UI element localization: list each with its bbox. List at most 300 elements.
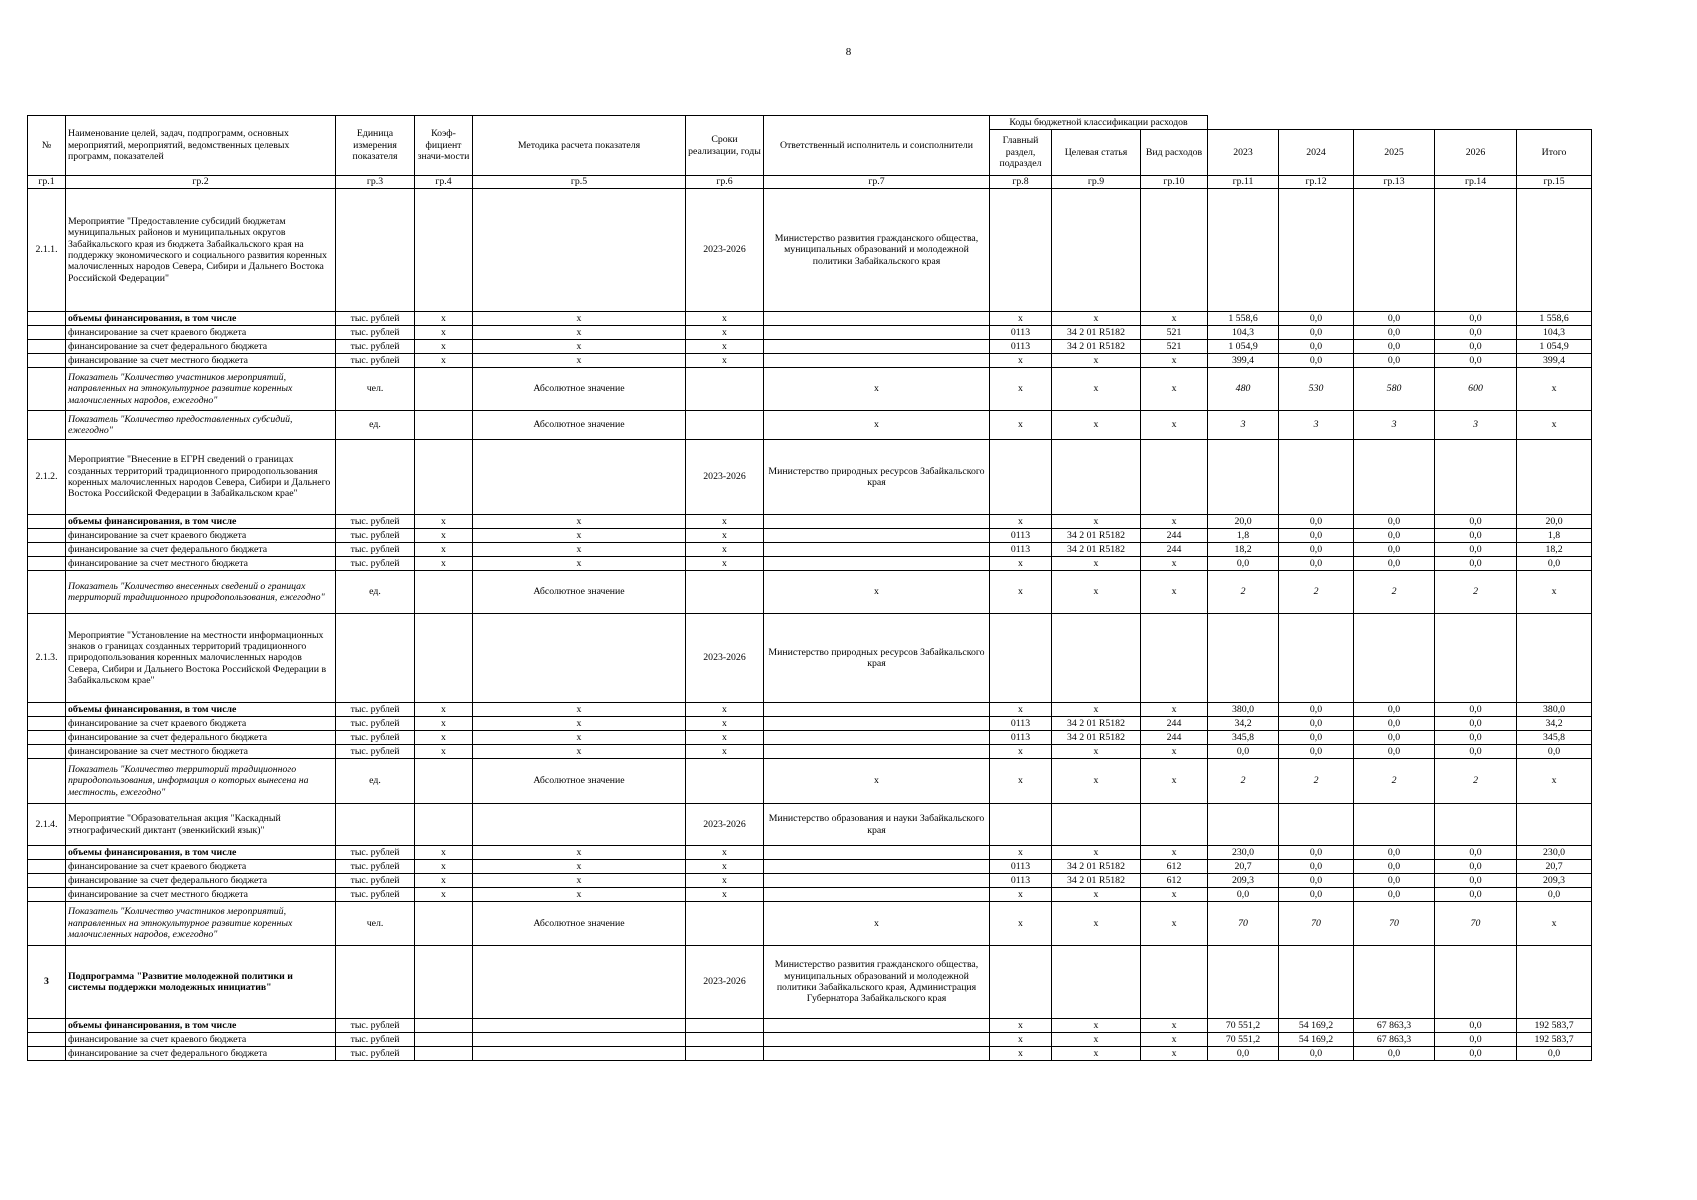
column-number: гр.15 (1517, 176, 1592, 189)
empty-cell (1052, 614, 1141, 703)
method-cell: х (473, 515, 686, 529)
target-article: х (1052, 1033, 1141, 1047)
unit-cell: тыс. рублей (336, 731, 415, 745)
period-cell: х (686, 312, 764, 326)
value-2024: 0,0 (1279, 874, 1354, 888)
executor-cell: Министерство природных ресурсов Забайкальского края (764, 440, 990, 515)
header-executor: Ответственный исполнитель и соисполнители (764, 116, 990, 176)
coefficient-cell: х (415, 529, 473, 543)
value-2025: 0,0 (1354, 515, 1435, 529)
table-body (28, 189, 1592, 1061)
section-code: х (990, 902, 1052, 946)
expense-type: х (1141, 1033, 1208, 1047)
value-2025: 67 863,3 (1354, 1033, 1435, 1047)
empty-cell (1435, 804, 1517, 846)
header-no: № (28, 116, 66, 176)
value-total: 20,7 (1517, 860, 1592, 874)
method-cell: Абсолютное значение (473, 902, 686, 946)
financing-row (28, 354, 1592, 368)
financing-name: финансирование за счет местного бюджета (66, 888, 336, 902)
executor-cell (764, 888, 990, 902)
period-cell: 2023-2026 (686, 804, 764, 846)
unit-cell: тыс. рублей (336, 745, 415, 759)
financing-row (28, 515, 1592, 529)
target-article: 34 2 01 R5182 (1052, 340, 1141, 354)
empty-cell (990, 440, 1052, 515)
row-number (28, 571, 66, 614)
value-2026: 0,0 (1435, 529, 1517, 543)
unit-cell: тыс. рублей (336, 557, 415, 571)
empty-cell (1141, 946, 1208, 1019)
period-cell: х (686, 515, 764, 529)
executor-cell: Министерство природных ресурсов Забайкальского края (764, 614, 990, 703)
value-total: 1 558,6 (1517, 312, 1592, 326)
target-article: х (1052, 557, 1141, 571)
event-row (28, 440, 1592, 515)
value-total: 192 583,7 (1517, 1019, 1592, 1033)
value-2025: 580 (1354, 368, 1435, 411)
column-number: гр.6 (686, 176, 764, 189)
target-article: х (1052, 1019, 1141, 1033)
row-number (28, 874, 66, 888)
value-2023: 34,2 (1208, 717, 1279, 731)
method-cell (473, 440, 686, 515)
empty-cell (1141, 804, 1208, 846)
financing-row (28, 860, 1592, 874)
executor-cell: х (764, 571, 990, 614)
expense-type: х (1141, 745, 1208, 759)
unit-cell: чел. (336, 368, 415, 411)
coefficient-cell (415, 902, 473, 946)
period-cell (686, 759, 764, 804)
row-number: 2.1.2. (28, 440, 66, 515)
method-cell (473, 189, 686, 312)
expense-type: х (1141, 515, 1208, 529)
method-cell: х (473, 703, 686, 717)
target-article: 34 2 01 R5182 (1052, 860, 1141, 874)
empty-cell (1435, 440, 1517, 515)
value-total: х (1517, 902, 1592, 946)
method-cell: Абсолютное значение (473, 759, 686, 804)
executor-cell: х (764, 368, 990, 411)
row-number (28, 368, 66, 411)
value-2025: 0,0 (1354, 326, 1435, 340)
financing-row (28, 1033, 1592, 1047)
header-year-2024: 2024 (1279, 130, 1354, 176)
empty-cell (1052, 440, 1141, 515)
value-total: 380,0 (1517, 703, 1592, 717)
value-2026: 0,0 (1435, 874, 1517, 888)
column-number: гр.9 (1052, 176, 1141, 189)
row-number: 2.1.4. (28, 804, 66, 846)
coefficient-cell (415, 440, 473, 515)
executor-cell (764, 340, 990, 354)
section-code: 0113 (990, 717, 1052, 731)
value-2025: 0,0 (1354, 340, 1435, 354)
executor-cell: х (764, 411, 990, 440)
row-number (28, 557, 66, 571)
executor-cell (764, 745, 990, 759)
value-2026: 0,0 (1435, 860, 1517, 874)
unit-cell (336, 614, 415, 703)
header-year-2026: 2026 (1435, 130, 1517, 176)
unit-cell: ед. (336, 411, 415, 440)
empty-cell (1052, 804, 1141, 846)
period-cell: х (686, 326, 764, 340)
unit-cell: тыс. рублей (336, 703, 415, 717)
financing-name: объемы финансирования, в том числе (66, 703, 336, 717)
value-2026: 0,0 (1435, 326, 1517, 340)
empty-cell (1354, 614, 1435, 703)
value-2025: 0,0 (1354, 543, 1435, 557)
value-2025: 0,0 (1354, 557, 1435, 571)
value-2024: 2 (1279, 759, 1354, 804)
financing-name: финансирование за счет федерального бюджета (66, 543, 336, 557)
value-2025: 67 863,3 (1354, 1019, 1435, 1033)
header-total: Итого (1517, 130, 1592, 176)
expense-type: 244 (1141, 529, 1208, 543)
row-number (28, 326, 66, 340)
value-total: х (1517, 411, 1592, 440)
value-2026: 70 (1435, 902, 1517, 946)
row-number (28, 731, 66, 745)
financing-name: финансирование за счет местного бюджета (66, 557, 336, 571)
value-2023: 18,2 (1208, 543, 1279, 557)
empty-cell (1354, 440, 1435, 515)
value-2025: 0,0 (1354, 717, 1435, 731)
financing-name: финансирование за счет местного бюджета (66, 745, 336, 759)
period-cell: 2023-2026 (686, 614, 764, 703)
financing-name: объемы финансирования, в том числе (66, 515, 336, 529)
value-2023: 230,0 (1208, 846, 1279, 860)
target-article: х (1052, 411, 1141, 440)
empty-cell (1141, 189, 1208, 312)
method-cell (473, 804, 686, 846)
executor-cell (764, 326, 990, 340)
financing-name: финансирование за счет краевого бюджета (66, 326, 336, 340)
value-total: 345,8 (1517, 731, 1592, 745)
empty-cell (1208, 946, 1279, 1019)
empty-cell (1279, 614, 1354, 703)
coefficient-cell: х (415, 874, 473, 888)
empty-cell (1354, 189, 1435, 312)
empty-cell (1435, 614, 1517, 703)
event-name: Мероприятие "Внесение в ЕГРН сведений о границах созданных территорий традиционного природопользования коренных малочисленных народов Севера, Сибири и Дальнего Востока Российской Федерации в Забайкальском крае" (66, 440, 336, 515)
empty-cell (1517, 946, 1592, 1019)
period-cell (686, 1033, 764, 1047)
value-2024: 0,0 (1279, 717, 1354, 731)
value-2023: 70 (1208, 902, 1279, 946)
executor-cell: Министерство образования и науки Забайкальского края (764, 804, 990, 846)
coefficient-cell (415, 1019, 473, 1033)
event-name: Мероприятие "Установление на местности информационных знаков о границах созданных территорий традиционного природопользования коренных малочисленных народов Севера, Сибири и Дальнего Востока Российской Федерации в Забайкальском крае" (66, 614, 336, 703)
section-code: 0113 (990, 529, 1052, 543)
coefficient-cell: х (415, 860, 473, 874)
value-2024: 54 169,2 (1279, 1033, 1354, 1047)
coefficient-cell (415, 614, 473, 703)
financing-row (28, 745, 1592, 759)
section-code: 0113 (990, 874, 1052, 888)
unit-cell: тыс. рублей (336, 846, 415, 860)
coefficient-cell: х (415, 515, 473, 529)
coefficient-cell (415, 189, 473, 312)
period-cell: х (686, 745, 764, 759)
row-number (28, 1019, 66, 1033)
value-2026: 0,0 (1435, 340, 1517, 354)
value-2026: 2 (1435, 571, 1517, 614)
section-code: х (990, 571, 1052, 614)
value-2024: 0,0 (1279, 543, 1354, 557)
row-number (28, 888, 66, 902)
value-2023: 1,8 (1208, 529, 1279, 543)
value-2025: 70 (1354, 902, 1435, 946)
value-2023: 104,3 (1208, 326, 1279, 340)
method-cell: Абсолютное значение (473, 411, 686, 440)
value-2026: 2 (1435, 759, 1517, 804)
period-cell: х (686, 340, 764, 354)
financing-row (28, 529, 1592, 543)
expense-type: х (1141, 1047, 1208, 1061)
unit-cell: тыс. рублей (336, 515, 415, 529)
event-row (28, 614, 1592, 703)
coefficient-cell: х (415, 846, 473, 860)
unit-cell: тыс. рублей (336, 888, 415, 902)
coefficient-cell: х (415, 326, 473, 340)
empty-cell (1208, 804, 1279, 846)
coefficient-cell: х (415, 745, 473, 759)
empty-cell (1517, 614, 1592, 703)
value-2023: 0,0 (1208, 1047, 1279, 1061)
coefficient-cell (415, 1047, 473, 1061)
value-2026: 600 (1435, 368, 1517, 411)
value-2025: 0,0 (1354, 874, 1435, 888)
empty-cell (990, 804, 1052, 846)
header-unit: Единица измерения показателя (336, 116, 415, 176)
indicator-name: Показатель "Количество участников мероприятий, направленных на этнокультурное развитие коренных малочисленных народов, ежегодно" (66, 902, 336, 946)
value-total: х (1517, 368, 1592, 411)
value-2025: 0,0 (1354, 745, 1435, 759)
row-number (28, 759, 66, 804)
empty-cell (1517, 804, 1592, 846)
unit-cell: тыс. рублей (336, 874, 415, 888)
section-code: 0113 (990, 860, 1052, 874)
value-2023: 20,7 (1208, 860, 1279, 874)
column-number: гр.4 (415, 176, 473, 189)
value-2026: 0,0 (1435, 1033, 1517, 1047)
unit-cell: тыс. рублей (336, 529, 415, 543)
expense-type: 521 (1141, 340, 1208, 354)
target-article: 34 2 01 R5182 (1052, 717, 1141, 731)
target-article: х (1052, 759, 1141, 804)
column-number: гр.7 (764, 176, 990, 189)
method-cell: х (473, 745, 686, 759)
financing-name: финансирование за счет федерального бюджета (66, 340, 336, 354)
period-cell (686, 902, 764, 946)
method-cell: Абсолютное значение (473, 571, 686, 614)
period-cell: х (686, 703, 764, 717)
page-number: 8 (845, 46, 852, 58)
header-year-2023: 2023 (1208, 130, 1279, 176)
indicator-name: Показатель "Количество участников мероприятий, направленных на этнокультурное развитие коренных малочисленных народов, ежегодно" (66, 368, 336, 411)
financing-row (28, 326, 1592, 340)
unit-cell: тыс. рублей (336, 860, 415, 874)
section-code: 0113 (990, 326, 1052, 340)
unit-cell: ед. (336, 759, 415, 804)
indicator-row (28, 571, 1592, 614)
unit-cell: тыс. рублей (336, 354, 415, 368)
unit-cell: ед. (336, 571, 415, 614)
unit-cell: тыс. рублей (336, 326, 415, 340)
unit-cell: тыс. рублей (336, 717, 415, 731)
period-cell: х (686, 874, 764, 888)
value-2025: 0,0 (1354, 860, 1435, 874)
method-cell: х (473, 846, 686, 860)
financing-row (28, 340, 1592, 354)
row-number (28, 354, 66, 368)
row-number: 2.1.3. (28, 614, 66, 703)
header-coefficient: Коэф-фициент значи-мости (415, 116, 473, 176)
value-2026: 0,0 (1435, 717, 1517, 731)
method-cell: х (473, 326, 686, 340)
value-2023: 0,0 (1208, 888, 1279, 902)
period-cell: х (686, 860, 764, 874)
financing-row (28, 888, 1592, 902)
method-cell (473, 1047, 686, 1061)
empty-cell (1141, 614, 1208, 703)
method-cell: х (473, 340, 686, 354)
value-2023: 480 (1208, 368, 1279, 411)
empty-cell (1279, 189, 1354, 312)
row-number (28, 543, 66, 557)
financing-row (28, 874, 1592, 888)
coefficient-cell (415, 1033, 473, 1047)
section-code: х (990, 354, 1052, 368)
period-cell: х (686, 717, 764, 731)
value-2023: 2 (1208, 571, 1279, 614)
coefficient-cell: х (415, 340, 473, 354)
section-code: 0113 (990, 731, 1052, 745)
financing-row (28, 703, 1592, 717)
expense-type: х (1141, 846, 1208, 860)
value-2024: 54 169,2 (1279, 1019, 1354, 1033)
financing-name: объемы финансирования, в том числе (66, 1019, 336, 1033)
financing-name: объемы финансирования, в том числе (66, 846, 336, 860)
value-2025: 0,0 (1354, 312, 1435, 326)
empty-cell (1435, 189, 1517, 312)
executor-cell (764, 1033, 990, 1047)
financing-row (28, 731, 1592, 745)
header-method: Методика расчета показателя (473, 116, 686, 176)
unit-cell: тыс. рублей (336, 312, 415, 326)
expense-type: 521 (1141, 326, 1208, 340)
empty-cell (1354, 804, 1435, 846)
period-cell (686, 571, 764, 614)
financing-name: финансирование за счет федерального бюджета (66, 874, 336, 888)
method-cell: х (473, 557, 686, 571)
header-section: Главный раздел, подраздел (990, 130, 1052, 176)
unit-cell: тыс. рублей (336, 340, 415, 354)
event-row (28, 189, 1592, 312)
column-number: гр.2 (66, 176, 336, 189)
section-code: х (990, 312, 1052, 326)
row-number (28, 340, 66, 354)
coefficient-cell: х (415, 731, 473, 745)
expense-type: х (1141, 571, 1208, 614)
indicator-row (28, 411, 1592, 440)
value-2024: 0,0 (1279, 326, 1354, 340)
period-cell: х (686, 888, 764, 902)
expense-type: 244 (1141, 731, 1208, 745)
row-number (28, 1047, 66, 1061)
value-total: 230,0 (1517, 846, 1592, 860)
coefficient-cell (415, 571, 473, 614)
value-total: 1 054,9 (1517, 340, 1592, 354)
empty-cell (1517, 440, 1592, 515)
value-2023: 345,8 (1208, 731, 1279, 745)
executor-cell (764, 1047, 990, 1061)
unit-cell (336, 440, 415, 515)
period-cell: х (686, 557, 764, 571)
period-cell: 2023-2026 (686, 440, 764, 515)
section-code: 0113 (990, 340, 1052, 354)
row-number (28, 860, 66, 874)
financing-name: финансирование за счет краевого бюджета (66, 717, 336, 731)
column-number: гр.3 (336, 176, 415, 189)
method-cell: х (473, 717, 686, 731)
financing-name: финансирование за счет краевого бюджета (66, 529, 336, 543)
executor-cell (764, 874, 990, 888)
section-code: х (990, 888, 1052, 902)
unit-cell: тыс. рублей (336, 1047, 415, 1061)
value-2026: 0,0 (1435, 731, 1517, 745)
value-2026: 0,0 (1435, 543, 1517, 557)
header-period: Сроки реализации, годы (686, 116, 764, 176)
value-2024: 0,0 (1279, 745, 1354, 759)
method-cell (473, 614, 686, 703)
value-2026: 0,0 (1435, 312, 1517, 326)
unit-cell (336, 804, 415, 846)
period-cell: 2023-2026 (686, 189, 764, 312)
method-cell: х (473, 354, 686, 368)
value-total: 18,2 (1517, 543, 1592, 557)
expense-type: х (1141, 557, 1208, 571)
executor-cell (764, 860, 990, 874)
expense-type: 244 (1141, 717, 1208, 731)
target-article: 34 2 01 R5182 (1052, 874, 1141, 888)
unit-cell: тыс. рублей (336, 1019, 415, 1033)
expense-type: х (1141, 759, 1208, 804)
financing-row (28, 1047, 1592, 1061)
target-article: х (1052, 703, 1141, 717)
value-2023: 380,0 (1208, 703, 1279, 717)
financing-name: финансирование за счет федерального бюджета (66, 1047, 336, 1061)
target-article: х (1052, 515, 1141, 529)
event-row (28, 804, 1592, 846)
executor-cell (764, 515, 990, 529)
value-2023: 399,4 (1208, 354, 1279, 368)
method-cell: Абсолютное значение (473, 368, 686, 411)
value-2024: 530 (1279, 368, 1354, 411)
section-code: х (990, 515, 1052, 529)
value-2024: 0,0 (1279, 860, 1354, 874)
section-code: х (990, 846, 1052, 860)
unit-cell: чел. (336, 902, 415, 946)
executor-cell: х (764, 759, 990, 804)
column-numbers-row (28, 176, 1592, 189)
coefficient-cell (415, 411, 473, 440)
header-year-2025: 2025 (1354, 130, 1435, 176)
target-article: 34 2 01 R5182 (1052, 543, 1141, 557)
